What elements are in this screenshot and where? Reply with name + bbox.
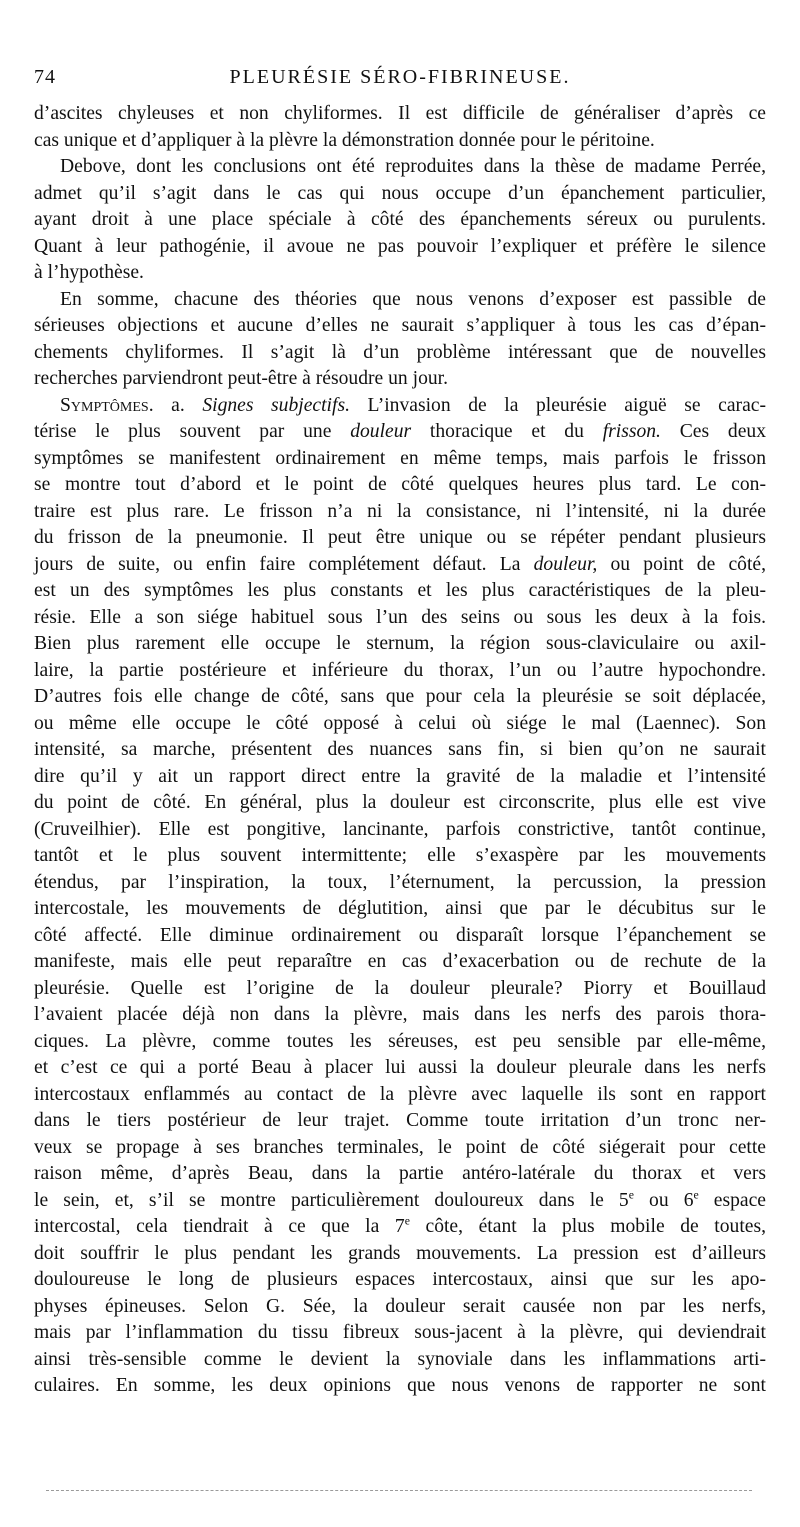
text-segment: intercostal, cela tiendrait à ce que la 7 bbox=[34, 1216, 405, 1237]
text-segment: ou même elle occupe le côté opposé à celui où siége le mal (Laennec). Son bbox=[34, 712, 766, 734]
text-line bbox=[34, 101, 766, 128]
italic-text: douleur, bbox=[533, 553, 598, 575]
text-segment: intercostaux enflammés au contact de la plèvre avec laquelle ils sont en rapport bbox=[34, 1083, 766, 1105]
text-segment: du point de côté. En général, plus la douleur est circonscrite, plus elle est vive bbox=[34, 792, 766, 813]
superscript: e bbox=[693, 1187, 699, 1201]
text-segment: culaires. En somme, les deux opinions que nous venons de rapporter ne sont bbox=[34, 1375, 766, 1396]
text-segment: étendus, par l’inspiration, la toux, l’éternument, la percussion, la pression bbox=[34, 871, 766, 893]
text-segment: physes épineuses. Selon G. Sée, la douleur serait causée non par les nerfs, bbox=[34, 1295, 766, 1317]
text-segment: chements chyliformes. Il s’agit là d’un problème intéressant que de nouvelles bbox=[34, 341, 766, 363]
text-line bbox=[34, 1002, 766, 1029]
text-line bbox=[34, 817, 766, 844]
text-segment: D’autres fois elle change de côté, sans que pour cela la pleurésie se soit déplacée, bbox=[34, 686, 766, 707]
text-line bbox=[34, 287, 766, 314]
text-segment: admet qu’il s’agit dans le cas qui nous occupe d’un épanchement particulier, bbox=[34, 182, 766, 204]
text-line bbox=[34, 1161, 766, 1188]
text-segment: pleurésie. Quelle est l’origine de la douleur pleurale? Piorry et Bouillaud bbox=[34, 977, 766, 999]
text-segment: cas unique et d’appliquer à la plèvre la démonstration donnée pour le péritoine. bbox=[34, 129, 655, 151]
text-line bbox=[34, 764, 766, 791]
text-line bbox=[34, 1347, 766, 1374]
text-line bbox=[34, 1108, 766, 1135]
text-line bbox=[34, 446, 766, 473]
text-line bbox=[34, 181, 766, 208]
text-segment: est un des symptômes les plus constants et les plus caractéristiques de la pleu- bbox=[34, 580, 766, 601]
text-segment: a. bbox=[153, 394, 203, 416]
text-segment: L’invasion de la pleurésie aiguë se carac- bbox=[349, 394, 766, 416]
text-line bbox=[34, 499, 766, 526]
text-segment: douloureuse le long de plusieurs espaces intercostaux, ainsi que sur les apo- bbox=[34, 1269, 766, 1290]
text-segment: Ces deux bbox=[660, 421, 766, 442]
text-segment: ciques. La plèvre, comme toutes les séreuses, est peu sensible par elle-même, bbox=[34, 1030, 766, 1052]
text-segment: recherches parviendront peut-être à résoudre un jour. bbox=[34, 368, 449, 389]
text-segment: thoracique et du bbox=[411, 421, 603, 442]
text-segment: côte, étant la plus mobile de toutes, bbox=[409, 1216, 766, 1237]
text-segment: résie. Elle a son siége habituel sous l’un des seins ou sous les deux à la fois. bbox=[34, 606, 766, 628]
section-heading: Symptômes. bbox=[60, 394, 154, 416]
running-title: PLEURÉSIE SÉRO-FIBRINEUSE. bbox=[229, 66, 571, 88]
text-segment: (Cruveilhier). Elle est pongitive, lancinante, parfois constrictive, tantôt continue, bbox=[34, 818, 766, 840]
text-line bbox=[34, 790, 766, 817]
page-number: 74 bbox=[34, 66, 56, 88]
text-line bbox=[34, 1214, 766, 1241]
text-segment: intercostale, les mouvements de déglutition, ainsi que par le décubitus sur le bbox=[34, 898, 766, 919]
italic-text: douleur bbox=[350, 421, 412, 442]
text-segment: côté affecté. Elle diminue ordinairement ou disparaît lorsque l’épanchement se bbox=[34, 924, 766, 946]
text-segment: tantôt et le plus souvent intermittente; elle s’exaspère par les mouvements bbox=[34, 845, 766, 866]
text-segment: du frisson de la pneumonie. Il peut être unique ou se répéter pendant plusieurs bbox=[34, 527, 766, 548]
text-line bbox=[34, 684, 766, 711]
text-line bbox=[34, 128, 766, 155]
text-segment: veux se propage à ses branches terminales, le point de côté siégerait pour cette bbox=[34, 1136, 766, 1158]
text-segment: ou point de côté, bbox=[597, 553, 767, 575]
text-line bbox=[34, 843, 766, 870]
text-segment: mais par l’inflammation du tissu fibreux sous-jacent à la plèvre, qui deviendrait bbox=[34, 1322, 766, 1343]
text-line bbox=[34, 1267, 766, 1294]
text-segment: sérieuses objections et aucune d’elles ne saurait s’appliquer à tous les cas d’épan- bbox=[34, 315, 766, 336]
text-line bbox=[34, 260, 766, 287]
text-line bbox=[34, 658, 766, 685]
text-segment: Bien plus rarement elle occupe le sternum, la région sous-claviculaire ou axil- bbox=[34, 633, 766, 654]
body-text bbox=[34, 101, 766, 1400]
text-line bbox=[34, 1082, 766, 1109]
text-line bbox=[34, 1135, 766, 1162]
text-line bbox=[34, 1320, 766, 1347]
text-line bbox=[34, 393, 766, 420]
text-line bbox=[34, 1055, 766, 1082]
text-line bbox=[34, 870, 766, 897]
text-line bbox=[34, 366, 766, 393]
page-header bbox=[34, 66, 766, 96]
text-segment: Quant à leur pathogénie, il avoue ne pas pouvoir l’expliquer et préfère le silence bbox=[34, 235, 766, 257]
text-segment: traire est plus rare. Le frisson n’a ni la consistance, ni l’intensité, ni la durée bbox=[34, 500, 766, 522]
text-line bbox=[34, 605, 766, 632]
text-segment: et c’est ce qui a porté Beau à placer lui aussi la douleur pleurale dans les nerfs bbox=[34, 1057, 766, 1078]
text-segment: raison même, d’après Beau, dans la partie antéro-latérale du thorax et vers bbox=[34, 1163, 766, 1184]
superscript: e bbox=[404, 1214, 410, 1228]
text-segment: se montre tout d’abord et le point de côté quelques heures plus tard. Le con- bbox=[34, 474, 766, 495]
text-line bbox=[34, 419, 766, 446]
text-line bbox=[34, 525, 766, 552]
text-line bbox=[34, 1188, 766, 1215]
text-segment: dans le tiers postérieur de leur trajet. Comme toute irritation d’un tronc ner- bbox=[34, 1110, 766, 1131]
text-segment: espace bbox=[698, 1189, 767, 1211]
text-line bbox=[34, 234, 766, 261]
text-segment: le sein, et, s’il se montre particulièrement douloureux dans le 5 bbox=[34, 1189, 629, 1211]
text-line bbox=[34, 1241, 766, 1268]
text-segment: l’avaient placée déjà non dans la plèvre, mais dans les nerfs des parois thora- bbox=[34, 1004, 766, 1025]
footer-dotted-rule bbox=[46, 1490, 752, 1491]
text-segment: manifeste, mais elle peut reparaître en cas d’exacerbation ou de rechute de la bbox=[34, 951, 766, 972]
text-segment: d’ascites chyleuses et non chyliformes. Il est difficile de généraliser d’après ce bbox=[34, 103, 766, 124]
text-line bbox=[34, 207, 766, 234]
text-segment: intensité, sa marche, présentent des nuances sans fin, si bien qu’on ne saurait bbox=[34, 739, 766, 760]
text-line bbox=[34, 737, 766, 764]
text-segment: térise le plus souvent par une bbox=[34, 421, 351, 442]
text-line bbox=[34, 340, 766, 367]
text-line bbox=[34, 578, 766, 605]
text-line bbox=[34, 472, 766, 499]
text-segment: jours de suite, ou enfin faire complétement défaut. La bbox=[34, 553, 534, 575]
italic-text: Signes subjectifs. bbox=[202, 394, 350, 416]
text-line bbox=[34, 154, 766, 181]
text-segment: En somme, chacune des théories que nous venons d’exposer est passible de bbox=[60, 288, 766, 310]
text-segment: ayant droit à une place spéciale à côté des épanchements séreux ou purulents. bbox=[34, 209, 766, 230]
text-segment: à l’hypothèse. bbox=[34, 262, 144, 283]
text-segment: ainsi très-sensible comme le devient la synoviale dans les inflammations arti- bbox=[34, 1348, 766, 1370]
text-line bbox=[34, 1373, 766, 1400]
text-line bbox=[34, 631, 766, 658]
text-line bbox=[34, 313, 766, 340]
superscript: e bbox=[628, 1187, 634, 1201]
text-segment: dire qu’il y ait un rapport direct entre la gravité de la maladie et l’intensité bbox=[34, 765, 766, 787]
text-segment: Debove, dont les conclusions ont été reproduites dans la thèse de madame Perrée, bbox=[60, 156, 766, 177]
italic-text: frisson. bbox=[602, 421, 661, 442]
text-line bbox=[34, 976, 766, 1003]
text-segment: doit souffrir le plus pendant les grands mouvements. La pression est d’ailleurs bbox=[34, 1242, 766, 1264]
text-line bbox=[34, 1029, 766, 1056]
text-line bbox=[34, 552, 766, 579]
text-segment: laire, la partie postérieure et inférieure du thorax, l’un ou l’autre hypochondre. bbox=[34, 659, 766, 681]
text-segment: ou 6 bbox=[633, 1189, 694, 1211]
text-line bbox=[34, 923, 766, 950]
text-line bbox=[34, 1294, 766, 1321]
text-line bbox=[34, 949, 766, 976]
text-line bbox=[34, 896, 766, 923]
text-segment: symptômes se manifestent ordinairement en même temps, mais parfois le frisson bbox=[34, 447, 766, 469]
text-line bbox=[34, 711, 766, 738]
